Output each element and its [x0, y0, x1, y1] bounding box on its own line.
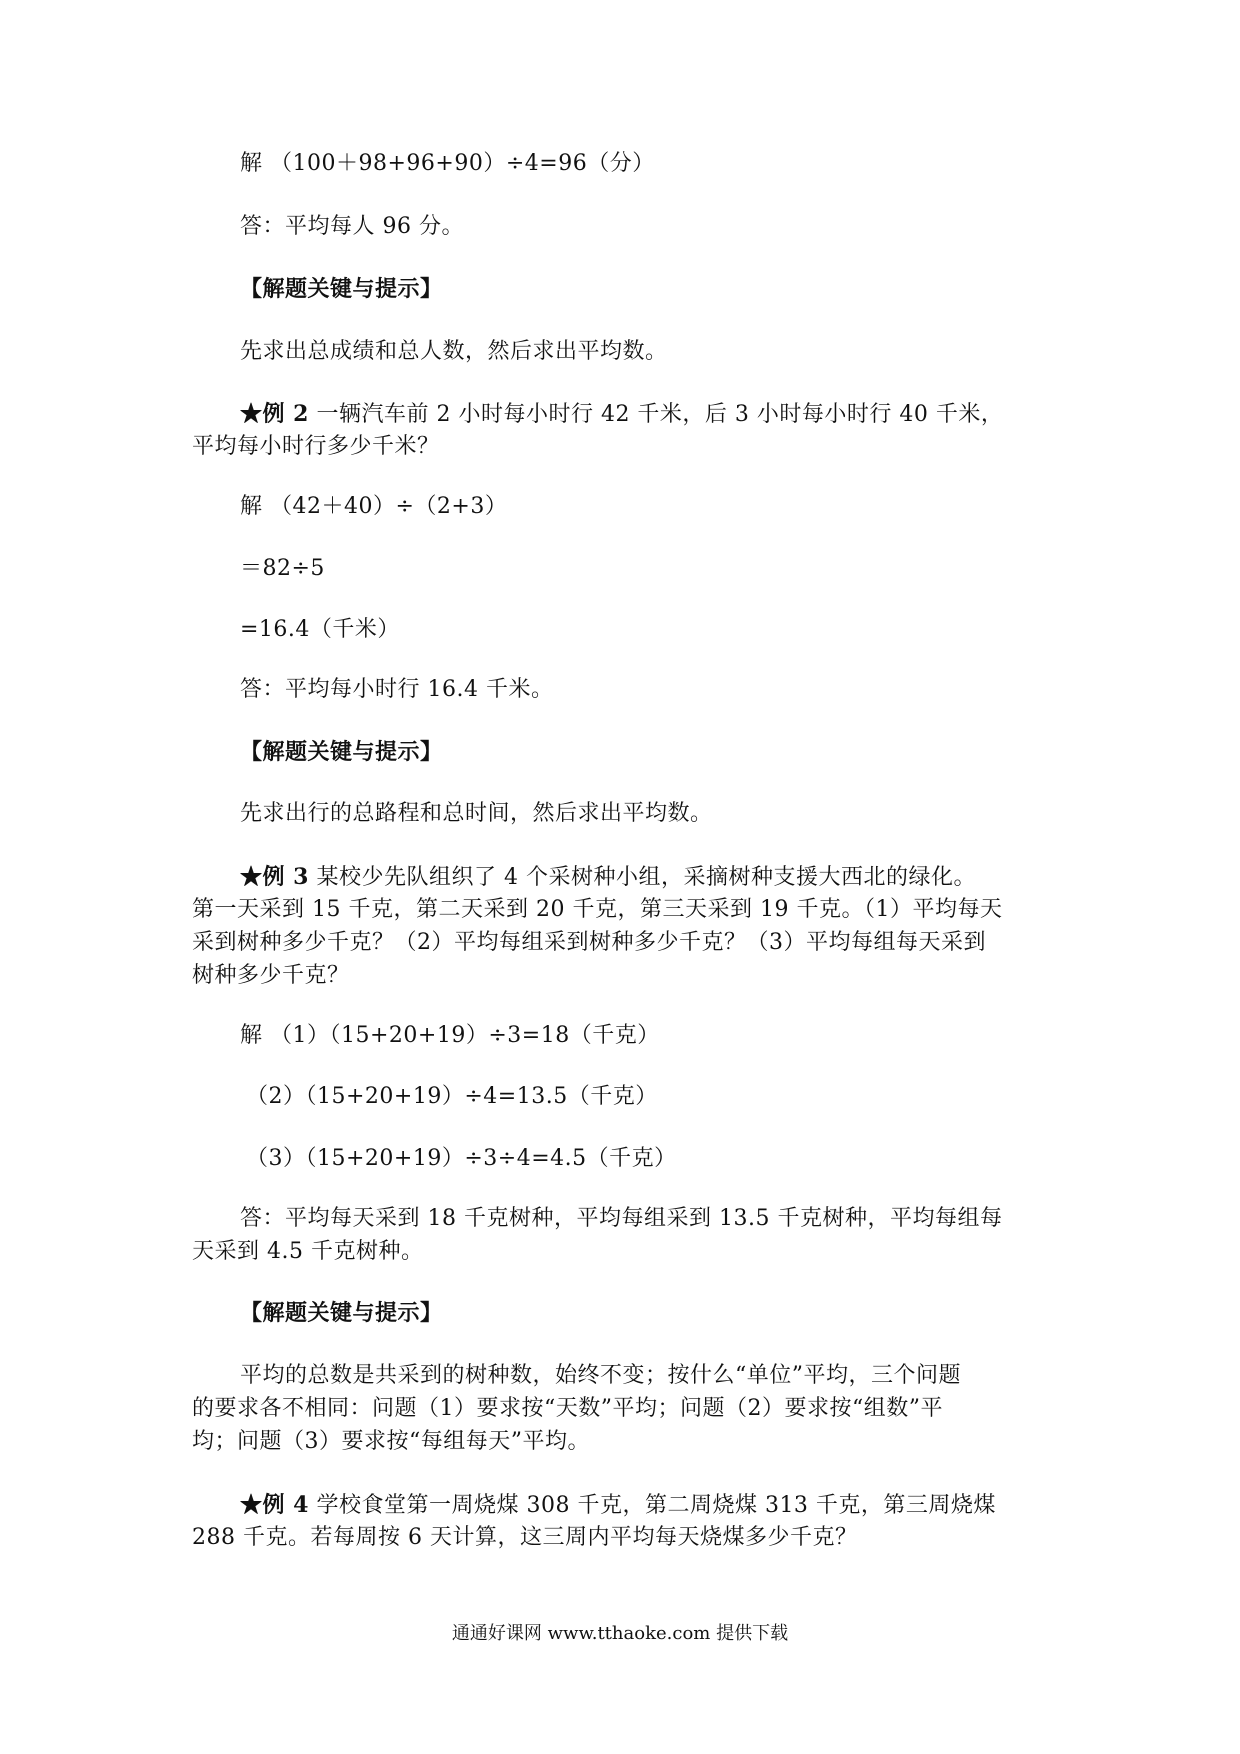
- example-3-line-1: [240, 862, 976, 893]
- example-2-line-1: [240, 399, 1003, 430]
- hint-text-2: 先求出行的总路程和总时间，然后求出平均数。: [240, 801, 713, 826]
- hint-heading-3: 【解题关键与提示】: [240, 1300, 443, 1326]
- hint-heading-1: 【解题关键与提示】: [240, 276, 443, 302]
- example-3-line-2: 第一天采到 15 千克，第二天采到 20 千克，第三天采到 19 千克。（1）平均每天: [192, 897, 1003, 922]
- solution-2-line-2: ＝82÷5: [240, 556, 325, 581]
- solution-3-line-3: （3）（15+20+19）÷3÷4=4.5（千克）: [246, 1146, 677, 1171]
- hint-text-3-line-1: 平均的总数是共采到的树种数，始终不变；按什么“单位”平均，三个问题: [240, 1363, 961, 1388]
- example-4-line-1: [240, 1490, 996, 1521]
- solution-3-line-2: （2）（15+20+19）÷4=13.5（千克）: [246, 1084, 658, 1109]
- answer-2: 答：平均每小时行 16.4 千米。: [240, 677, 554, 702]
- example-3-line-4: 树种多少千克？: [192, 963, 350, 988]
- example-4-label: ★例 4: [240, 1492, 309, 1518]
- solution-2-line-1: 解 （42＋40）÷（2+3）: [240, 494, 508, 519]
- hint-text-1: 先求出总成绩和总人数，然后求出平均数。: [240, 339, 668, 364]
- example-4-line-2: 288 千克。若每周按 6 天计算，这三周内平均每天烧煤多少千克？: [192, 1525, 858, 1550]
- example-3-label: ★例 3: [240, 864, 309, 890]
- answer-3-line-2: 天采到 4.5 千克树种。: [192, 1239, 424, 1264]
- solution-3-line-1: 解 （1）（15+20+19）÷3=18（千克）: [240, 1023, 660, 1048]
- example-2-text-1: 一辆汽车前 2 小时每小时行 42 千米，后 3 小时每小时行 40 千米，: [316, 402, 1004, 427]
- solution-2-line-3: =16.4（千米）: [240, 617, 400, 642]
- solution-line-1: 解 （100＋98+96+90）÷4=96（分）: [240, 151, 655, 176]
- hint-heading-2: 【解题关键与提示】: [240, 739, 443, 765]
- example-4-text-1: 学校食堂第一周烧煤 308 千克，第二周烧煤 313 千克，第三周烧煤: [316, 1493, 996, 1518]
- answer-line-1: 答：平均每人 96 分。: [240, 214, 464, 239]
- hint-text-3-line-3: 均；问题（3）要求按“每组每天”平均。: [192, 1429, 590, 1454]
- hint-text-3-line-2: 的要求各不相同：问题（1）要求按“天数”平均；问题（2）要求按“组数”平: [192, 1396, 943, 1421]
- answer-3-line-1: 答：平均每天采到 18 千克树种，平均每组采到 13.5 千克树种，平均每组每: [240, 1206, 1003, 1231]
- example-3-text-1: 某校少先队组织了 4 个采树种小组，采摘树种支援大西北的绿化。: [316, 865, 976, 890]
- example-2-label: ★例 2: [240, 401, 309, 427]
- example-2-line-2: 平均每小时行多少千米？: [192, 434, 440, 459]
- footer-note: 通通好课网 www.tthaoke.com 提供下载: [451, 1623, 789, 1644]
- example-3-line-3: 采到树种多少千克？（2）平均每组采到树种多少千克？（3）平均每组每天采到: [192, 930, 986, 955]
